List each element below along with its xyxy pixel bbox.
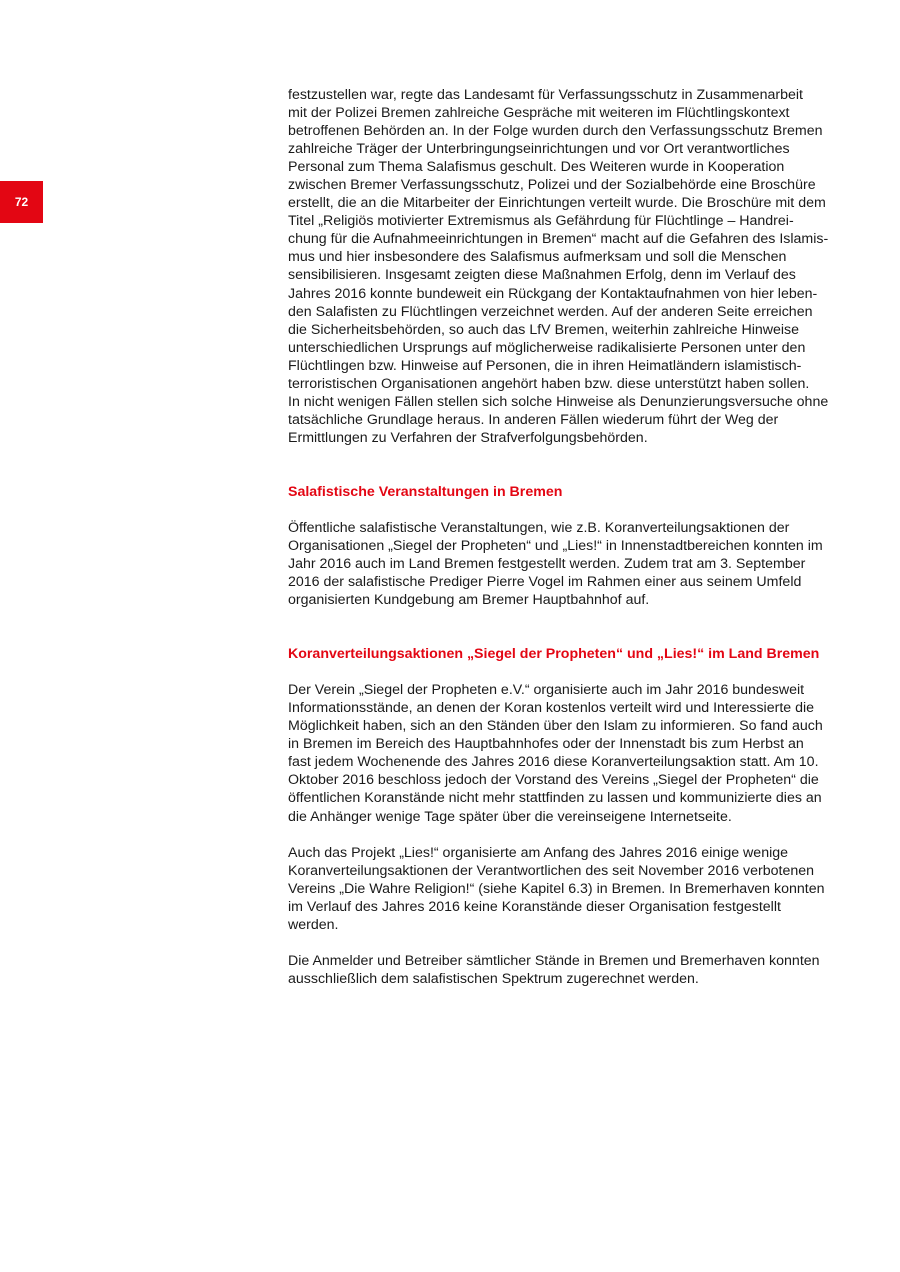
section2-paragraph-3 bbox=[288, 952, 840, 988]
text-line: Vereins „Die Wahre Religion!“ (siehe Kapitel 6.3) in Bremen. In Bremerhaven konnten bbox=[288, 880, 825, 897]
text-line: Informationsstände, an denen der Koran kostenlos verteilt wird und Interessierte die bbox=[288, 700, 815, 717]
text-line: terroristischen Organisationen angehört haben bzw. diese unterstützt haben sollen. bbox=[288, 375, 810, 392]
section-heading-veranstaltungen: Salafistische Veranstaltungen in Bremen bbox=[288, 483, 563, 500]
text-line: werden. bbox=[288, 916, 339, 933]
text-line: fast jedem Wochenende des Jahres 2016 diese Koranverteilungsaktion statt. Am 10. bbox=[288, 754, 819, 771]
section-heading-koranverteilung: Koranverteilungsaktionen „Siegel der Propheten“ und „Lies!“ im Land Bremen bbox=[288, 646, 820, 663]
text-line: Flüchtlingen bzw. Hinweise auf Personen, die in ihren Heimatländern islamistisch- bbox=[288, 357, 802, 374]
text-line: 2016 der salafistische Prediger Pierre Vogel im Rahmen einer aus seinem Umfeld bbox=[288, 574, 802, 591]
text-line: Jahr 2016 auch im Land Bremen festgestellt werden. Zudem trat am 3. September bbox=[288, 556, 806, 573]
text-line: Der Verein „Siegel der Propheten e.V.“ organisierte auch im Jahr 2016 bundesweit bbox=[288, 682, 805, 699]
text-line: in Bremen im Bereich des Hauptbahnhofes oder der Innenstadt bis zum Herbst an bbox=[288, 736, 804, 753]
text-line: Die Anmelder und Betreiber sämtlicher Stände in Bremen und Bremerhaven konnten bbox=[288, 952, 820, 969]
section1-paragraph bbox=[288, 519, 840, 609]
text-line: ausschließlich dem salafistischen Spektrum zugerechnet werden. bbox=[288, 970, 699, 987]
text-line: betroffenen Behörden an. In der Folge wurden durch den Verfassungsschutz Bremen bbox=[288, 123, 823, 140]
text-line: Personal zum Thema Salafismus geschult. Des Weiteren wurde in Kooperation bbox=[288, 159, 785, 176]
page-number: 72 bbox=[14, 195, 29, 209]
text-line: Koranverteilungsaktionen der Verantwortlichen des seit November 2016 verbotenen bbox=[288, 862, 815, 879]
text-line: In nicht wenigen Fällen stellen sich solche Hinweise als Denunzierungsversuche ohne bbox=[288, 393, 829, 410]
text-line: mit der Polizei Bremen zahlreiche Gespräche mit weiteren im Flüchtlingskontext bbox=[288, 105, 790, 122]
text-line: zwischen Bremer Verfassungsschutz, Polizei und der Sozialbehörde eine Broschüre bbox=[288, 177, 816, 194]
section2-paragraph-1 bbox=[288, 681, 840, 825]
text-line: Auch das Projekt „Lies!“ organisierte am Anfang des Jahres 2016 einige wenige bbox=[288, 844, 789, 861]
text-line: tatsächliche Grundlage heraus. In anderen Fällen wiederum führt der Weg der bbox=[288, 411, 779, 428]
text-line: unterschiedlichen Ursprungs auf möglicherweise radikalisierte Personen unter den bbox=[288, 339, 806, 356]
text-line: mus und hier insbesondere des Salafismus aufmerksam und soll die Menschen bbox=[288, 249, 787, 266]
text-line: im Verlauf des Jahres 2016 keine Koranstände dieser Organisation festgestellt bbox=[288, 898, 781, 915]
text-line: die Anhänger wenige Tage später über die vereinseigene Internetseite. bbox=[288, 808, 732, 825]
text-line: Möglichkeit haben, sich an den Ständen über den Islam zu informieren. So fand auch bbox=[288, 718, 823, 735]
text-line: die Sicherheitsbehörden, so auch das LfV Bremen, weiterhin zahlreiche Hinweise bbox=[288, 321, 800, 338]
text-line: sensibilisieren. Insgesamt zeigten diese Maßnahmen Erfolg, denn im Verlauf des bbox=[288, 267, 796, 284]
text-line: Öffentliche salafistische Veranstaltungen, wie z.B. Koranverteilungsaktionen der bbox=[288, 519, 790, 536]
text-line: organisierten Kundgebung am Bremer Hauptbahnhof auf. bbox=[288, 592, 650, 609]
text-line: chung für die Aufnahmeeinrichtungen in Bremen“ macht auf die Gefahren des Islamis- bbox=[288, 231, 829, 248]
page-number-tab bbox=[0, 181, 43, 223]
intro-paragraph bbox=[288, 86, 840, 447]
text-line: Organisationen „Siegel der Propheten“ und „Lies!“ in Innenstadtbereichen konnten im bbox=[288, 537, 823, 554]
text-line: festzustellen war, regte das Landesamt für Verfassungsschutz in Zusammenarbeit bbox=[288, 87, 803, 103]
text-line: Ermittlungen zu Verfahren der Strafverfolgungsbehörden. bbox=[288, 429, 648, 446]
text-line: Oktober 2016 beschloss jedoch der Vorstand des Vereins „Siegel der Propheten“ die bbox=[288, 772, 819, 789]
text-line: den Salafisten zu Flüchtlingen verzeichnet werden. Auf der anderen Seite erreichen bbox=[288, 303, 813, 320]
text-line: erstellt, die an die Mitarbeiter der Einrichtungen verteilt wurde. Die Broschüre mit dem bbox=[288, 195, 826, 212]
text-line: Titel „Religiös motivierter Extremismus als Gefährdung für Flüchtlinge – Handrei- bbox=[288, 213, 794, 230]
text-line: öffentlichen Koranstände nicht mehr stattfinden zu lassen und kommunizierte dies an bbox=[288, 790, 822, 807]
document-body bbox=[288, 86, 840, 988]
text-line: zahlreiche Träger der Unterbringungseinrichtungen und vor Ort verantwortliches bbox=[288, 141, 790, 158]
text-line: Jahres 2016 konnte bundeweit ein Rückgang der Kontaktaufnahmen von hier leben- bbox=[288, 285, 818, 302]
section2-paragraph-2 bbox=[288, 844, 840, 934]
